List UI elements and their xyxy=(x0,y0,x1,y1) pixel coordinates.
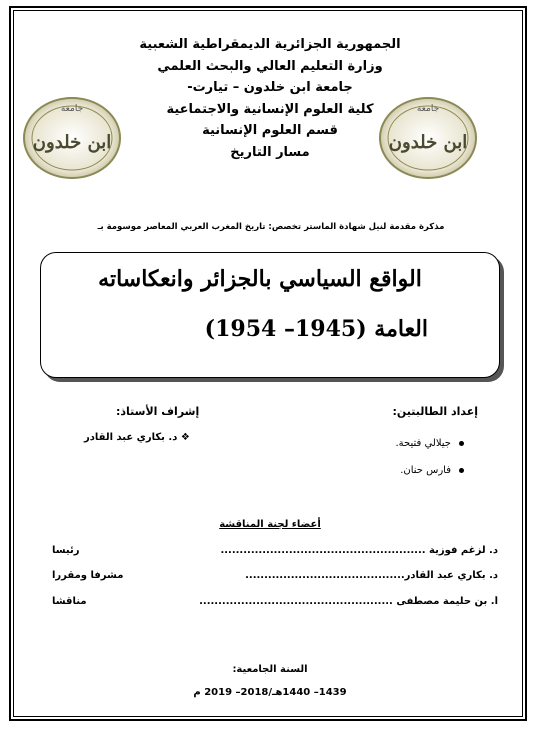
seal-top-text: جامعة xyxy=(416,104,440,114)
header-line-faculty: كلية العلوم الإنسانية والاجتماعية xyxy=(166,101,374,117)
student-name: جيلالي فتيحة. xyxy=(395,438,451,449)
academic-year-value: 1439– 1440هـ/2018– 2019 م xyxy=(193,687,347,698)
committee-member-role: مشرفا ومقررا xyxy=(52,570,124,581)
seal-center-text: ابن خلدون xyxy=(32,132,112,153)
student-list xyxy=(395,430,464,484)
university-seal-right-icon xyxy=(378,96,478,180)
header-line-republic: الجمهورية الجزائرية الديمقراطية الشعبية xyxy=(139,37,401,52)
header-line-ministry: وزارة التعليم العالي والبحث العلمي xyxy=(157,58,383,74)
seal-center-text: ابن خلدون xyxy=(388,132,468,153)
supervisor-heading: إشراف الأستاذ: xyxy=(116,405,200,418)
committee-member-name: أ. بن حليمة مصطفى ................................................... xyxy=(199,596,498,607)
student-name: فارس حنان. xyxy=(400,465,451,476)
university-seal-left-icon xyxy=(22,96,122,180)
academic-year-label: السنة الجامعية: xyxy=(232,664,308,675)
header-line-department: قسم العلوم الإنسانية xyxy=(202,123,338,138)
committee-member-name: د. بكاري عبد القادر.......................................... xyxy=(245,570,498,581)
bullet-icon xyxy=(459,441,464,446)
committee-member-role: مناقشا xyxy=(52,596,87,607)
committee-member-name: د. لزغم فوزية ...................................................... xyxy=(220,545,498,556)
thesis-title-line1: الواقع السياسي بالجزائر وانعكاساته xyxy=(98,266,422,292)
students-heading: إعداد الطالبتين: xyxy=(392,405,478,418)
supervisor-name: ❖ د. بكاري عبد القادر xyxy=(84,432,190,443)
committee-member-role: رئيسا xyxy=(52,545,80,556)
thesis-title-line2: العامة (1945– 1954) xyxy=(204,316,428,342)
table-row xyxy=(52,596,498,607)
list-item xyxy=(395,430,464,457)
bullet-icon xyxy=(459,468,464,473)
memo-description: مذكرة مقدمة لنيل شهادة الماستر تخصص: تاريخ المغرب العربي المعاصر موسومة بـ xyxy=(97,222,445,232)
header-line-university: جامعة ابن خلدون – تيارت- xyxy=(187,80,353,95)
table-row xyxy=(52,570,498,581)
list-item xyxy=(395,457,464,484)
committee-heading: أعضاء لجنة المناقشة xyxy=(219,519,321,530)
header-line-track: مسار التاريخ xyxy=(230,144,310,160)
seal-top-text: جامعة xyxy=(60,104,84,114)
table-row xyxy=(52,545,498,556)
